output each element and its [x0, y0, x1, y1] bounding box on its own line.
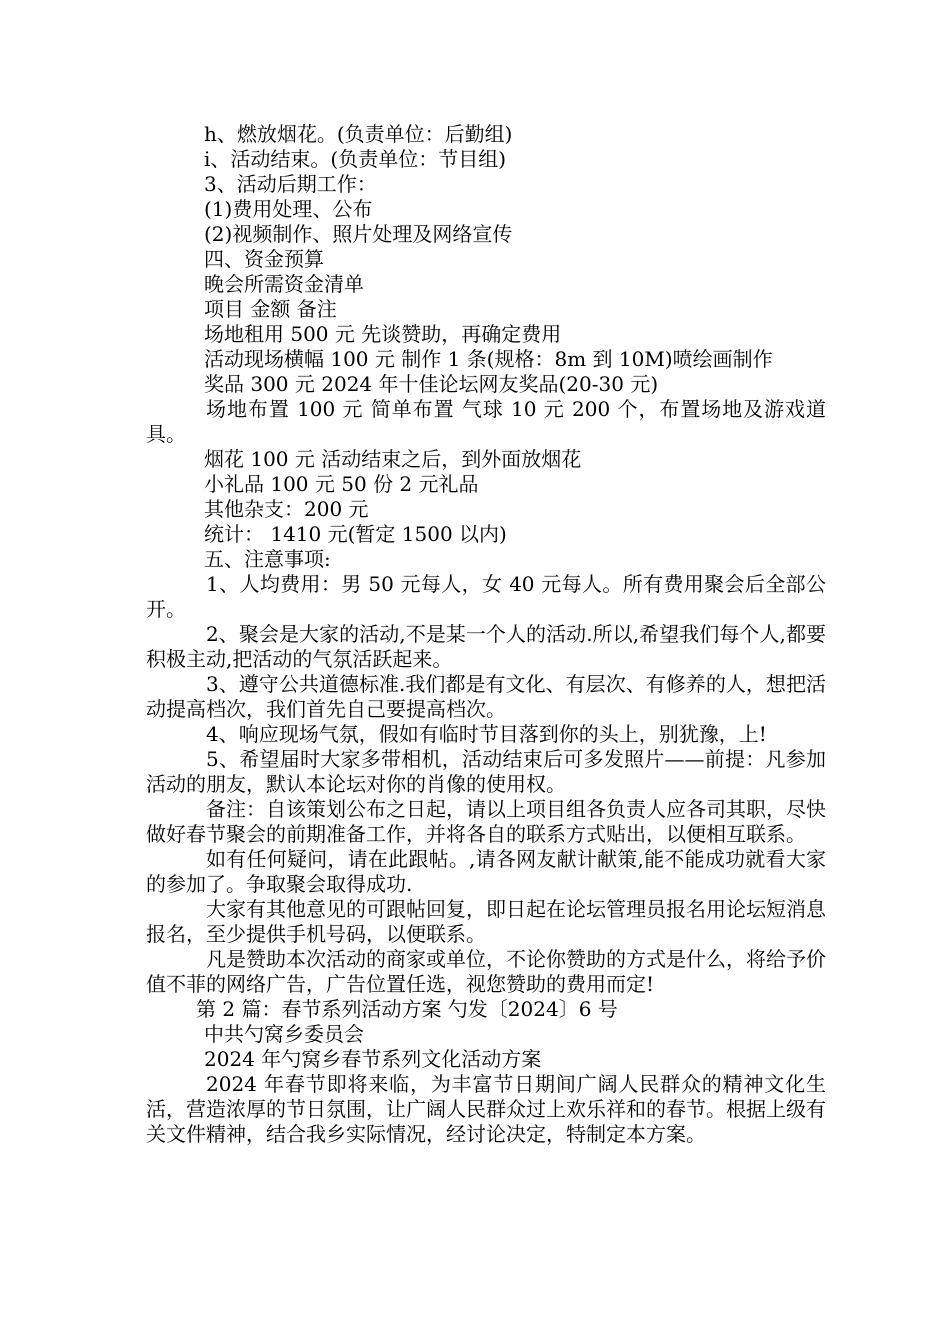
remark-paragraph: 备注：自该策划公布之日起，请以上项目组各负责人应各司其职，尽快做好春节聚会的前期准备工作，并将各自的联系方式贴出，以便相互联系。: [146, 797, 826, 846]
budget-line: 其他杂支：200 元: [204, 497, 369, 521]
part2-title: 2024 年勺窝乡春节系列文化活动方案: [204, 1047, 542, 1071]
note-paragraph: 5、希望届时大家多带相机，活动结束后可多发照片——前提：凡参加活动的朋友，默认本论坛对你的肖像的使用权。: [146, 747, 826, 796]
remark-paragraph: 大家有其他意见的可跟帖回复，即日起在论坛管理员报名用论坛短消息报名，至少提供手机号码，以便联系。: [146, 897, 826, 946]
text-line: i、活动结束。(负责单位：节目组): [204, 147, 507, 171]
text-line: (2)视频制作、照片处理及网络宣传: [204, 222, 513, 246]
document-body: [146, 122, 826, 1147]
budget-line: 活动现场横幅 100 元 制作 1 条(规格：8m 到 10M)喷绘画制作: [204, 347, 773, 371]
budget-total-line: 统计： 1410 元(暂定 1500 以内): [204, 522, 507, 546]
remark-paragraph: 如有任何疑问，请在此跟帖。,请各网友献计献策,能不能成功就看大家的参加了。争取聚会取得成功.: [146, 847, 826, 896]
budget-line: 小礼品 100 元 50 份 2 元礼品: [204, 472, 479, 496]
text-line: h、燃放烟花。(负责单位：后勤组): [204, 122, 513, 146]
note-paragraph: 3、遵守公共道德标准.我们都是有文化、有层次、有修养的人，想把活动提高档次，我们首先自己要提高档次。: [146, 672, 826, 721]
budget-line: 场地租用 500 元 先谈赞助，再确定费用: [204, 322, 562, 346]
budget-line: 烟花 100 元 活动结束之后，到外面放烟花: [204, 447, 582, 471]
text-line: 晚会所需资金清单: [204, 272, 364, 296]
text-line: (1)费用处理、公布: [204, 197, 373, 221]
note-paragraph: 4、响应现场气氛，假如有临时节目落到你的头上，别犹豫，上!: [206, 722, 767, 746]
part2-organization: 中共勺窝乡委员会: [204, 1022, 364, 1046]
table-header-line: 项目 金额 备注: [204, 297, 337, 321]
text-line: 3、活动后期工作：: [204, 172, 377, 196]
budget-line: 奖品 300 元 2024 年十佳论坛网友奖品(20-30 元): [204, 372, 659, 396]
note-paragraph: 1、人均费用：男 50 元每人，女 40 元每人。所有费用聚会后全部公开。: [146, 572, 826, 621]
section-heading: 五、注意事项:: [204, 547, 331, 571]
note-paragraph: 2、聚会是大家的活动,不是某一个人的活动.所以,希望我们每个人,都要积极主动,把活动的气氛活跃起来。: [146, 622, 826, 671]
part2-intro-paragraph: 2024 年春节即将来临，为丰富节日期间广阔人民群众的精神文化生活，营造浓厚的节日氛围，让广阔人民群众过上欢乐祥和的春节。根据上级有关文件精神，结合我乡实际情况，经讨论决定，特制定本方案。: [146, 1072, 826, 1146]
part2-heading: 第 2 篇：春节系列活动方案 勺发〔2024〕6 号: [196, 997, 618, 1021]
remark-paragraph: 凡是赞助本次活动的商家或单位，不论你赞助的方式是什么，将给予价值不菲的网络广告，广告位置任选，视您赞助的费用而定!: [146, 947, 826, 996]
budget-paragraph: 场地布置 100 元 简单布置 气球 10 元 200 个，布置场地及游戏道具。: [146, 397, 826, 446]
section-heading: 四、资金预算: [204, 247, 324, 271]
